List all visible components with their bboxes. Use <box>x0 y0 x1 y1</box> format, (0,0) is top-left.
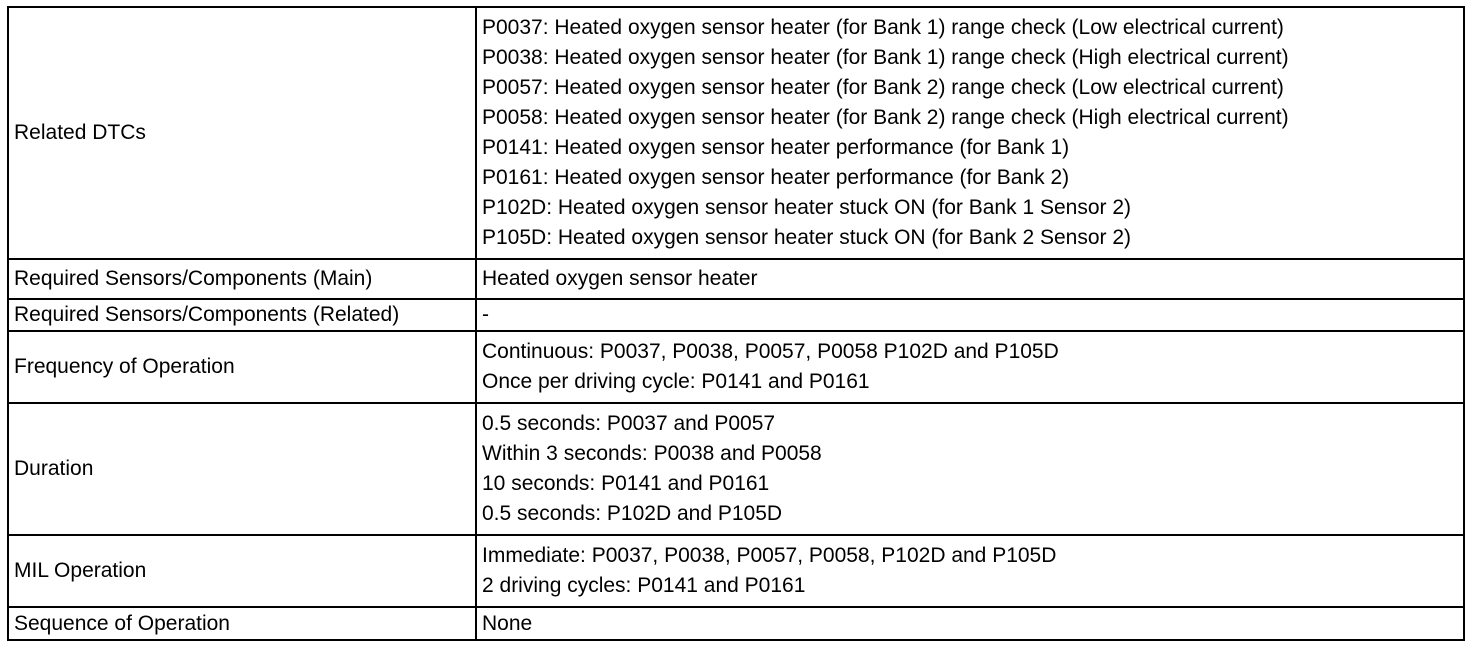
table-row <box>8 331 1464 403</box>
row-label-duration: Duration <box>8 403 476 535</box>
value-line: P0038: Heated oxygen sensor heater (for Bank 1) range check (High electrical current) <box>482 46 1289 69</box>
table-row <box>8 535 1464 607</box>
value-line: P0058: Heated oxygen sensor heater (for Bank 2) range check (High electrical current) <box>482 106 1289 129</box>
value-line: P0141: Heated oxygen sensor heater performance (for Bank 1) <box>482 136 1070 159</box>
value-line: - <box>482 303 489 326</box>
value-line: P0161: Heated oxygen sensor heater performance (for Bank 2) <box>482 166 1070 189</box>
row-value-required-main <box>476 259 1464 299</box>
value-line: P102D: Heated oxygen sensor heater stuck ON (for Bank 1 Sensor 2) <box>482 196 1132 219</box>
table-row <box>8 299 1464 331</box>
value-line: 2 driving cycles: P0141 and P0161 <box>482 574 806 597</box>
value-line: Continuous: P0037, P0038, P0057, P0058 P102D and P105D <box>482 340 1059 363</box>
value-line: Heated oxygen sensor heater <box>482 267 758 290</box>
row-label-required-main: Required Sensors/Components (Main) <box>8 259 476 299</box>
row-value-frequency <box>476 331 1464 403</box>
dtc-spec-table <box>7 6 1465 641</box>
row-value-duration <box>476 403 1464 535</box>
row-value-mil-operation <box>476 535 1464 607</box>
row-value-related-dtcs <box>476 7 1464 259</box>
table-row <box>8 7 1464 259</box>
table-row <box>8 403 1464 535</box>
value-line: P0057: Heated oxygen sensor heater (for Bank 2) range check (Low electrical current) <box>482 76 1284 99</box>
value-line: 10 seconds: P0141 and P0161 <box>482 472 770 495</box>
value-line: Immediate: P0037, P0038, P0057, P0058, P102D and P105D <box>482 544 1057 567</box>
table-row <box>8 607 1464 640</box>
value-line: P105D: Heated oxygen sensor heater stuck ON (for Bank 2 Sensor 2) <box>482 226 1132 249</box>
row-label-frequency: Frequency of Operation <box>8 331 476 403</box>
table-row <box>8 259 1464 299</box>
row-label-required-related: Required Sensors/Components (Related) <box>8 299 476 331</box>
value-line: 0.5 seconds: P0037 and P0057 <box>482 412 776 435</box>
row-label-related-dtcs: Related DTCs <box>8 7 476 259</box>
value-line: None <box>482 611 533 635</box>
row-value-sequence <box>476 607 1464 640</box>
value-line: 0.5 seconds: P102D and P105D <box>482 502 783 525</box>
value-line: Once per driving cycle: P0141 and P0161 <box>482 370 870 393</box>
value-line: P0037: Heated oxygen sensor heater (for Bank 1) range check (Low electrical current) <box>482 16 1284 39</box>
row-label-sequence: Sequence of Operation <box>8 607 476 640</box>
row-label-mil-operation: MIL Operation <box>8 535 476 607</box>
value-line: Within 3 seconds: P0038 and P0058 <box>482 442 822 465</box>
row-value-required-related <box>476 299 1464 331</box>
